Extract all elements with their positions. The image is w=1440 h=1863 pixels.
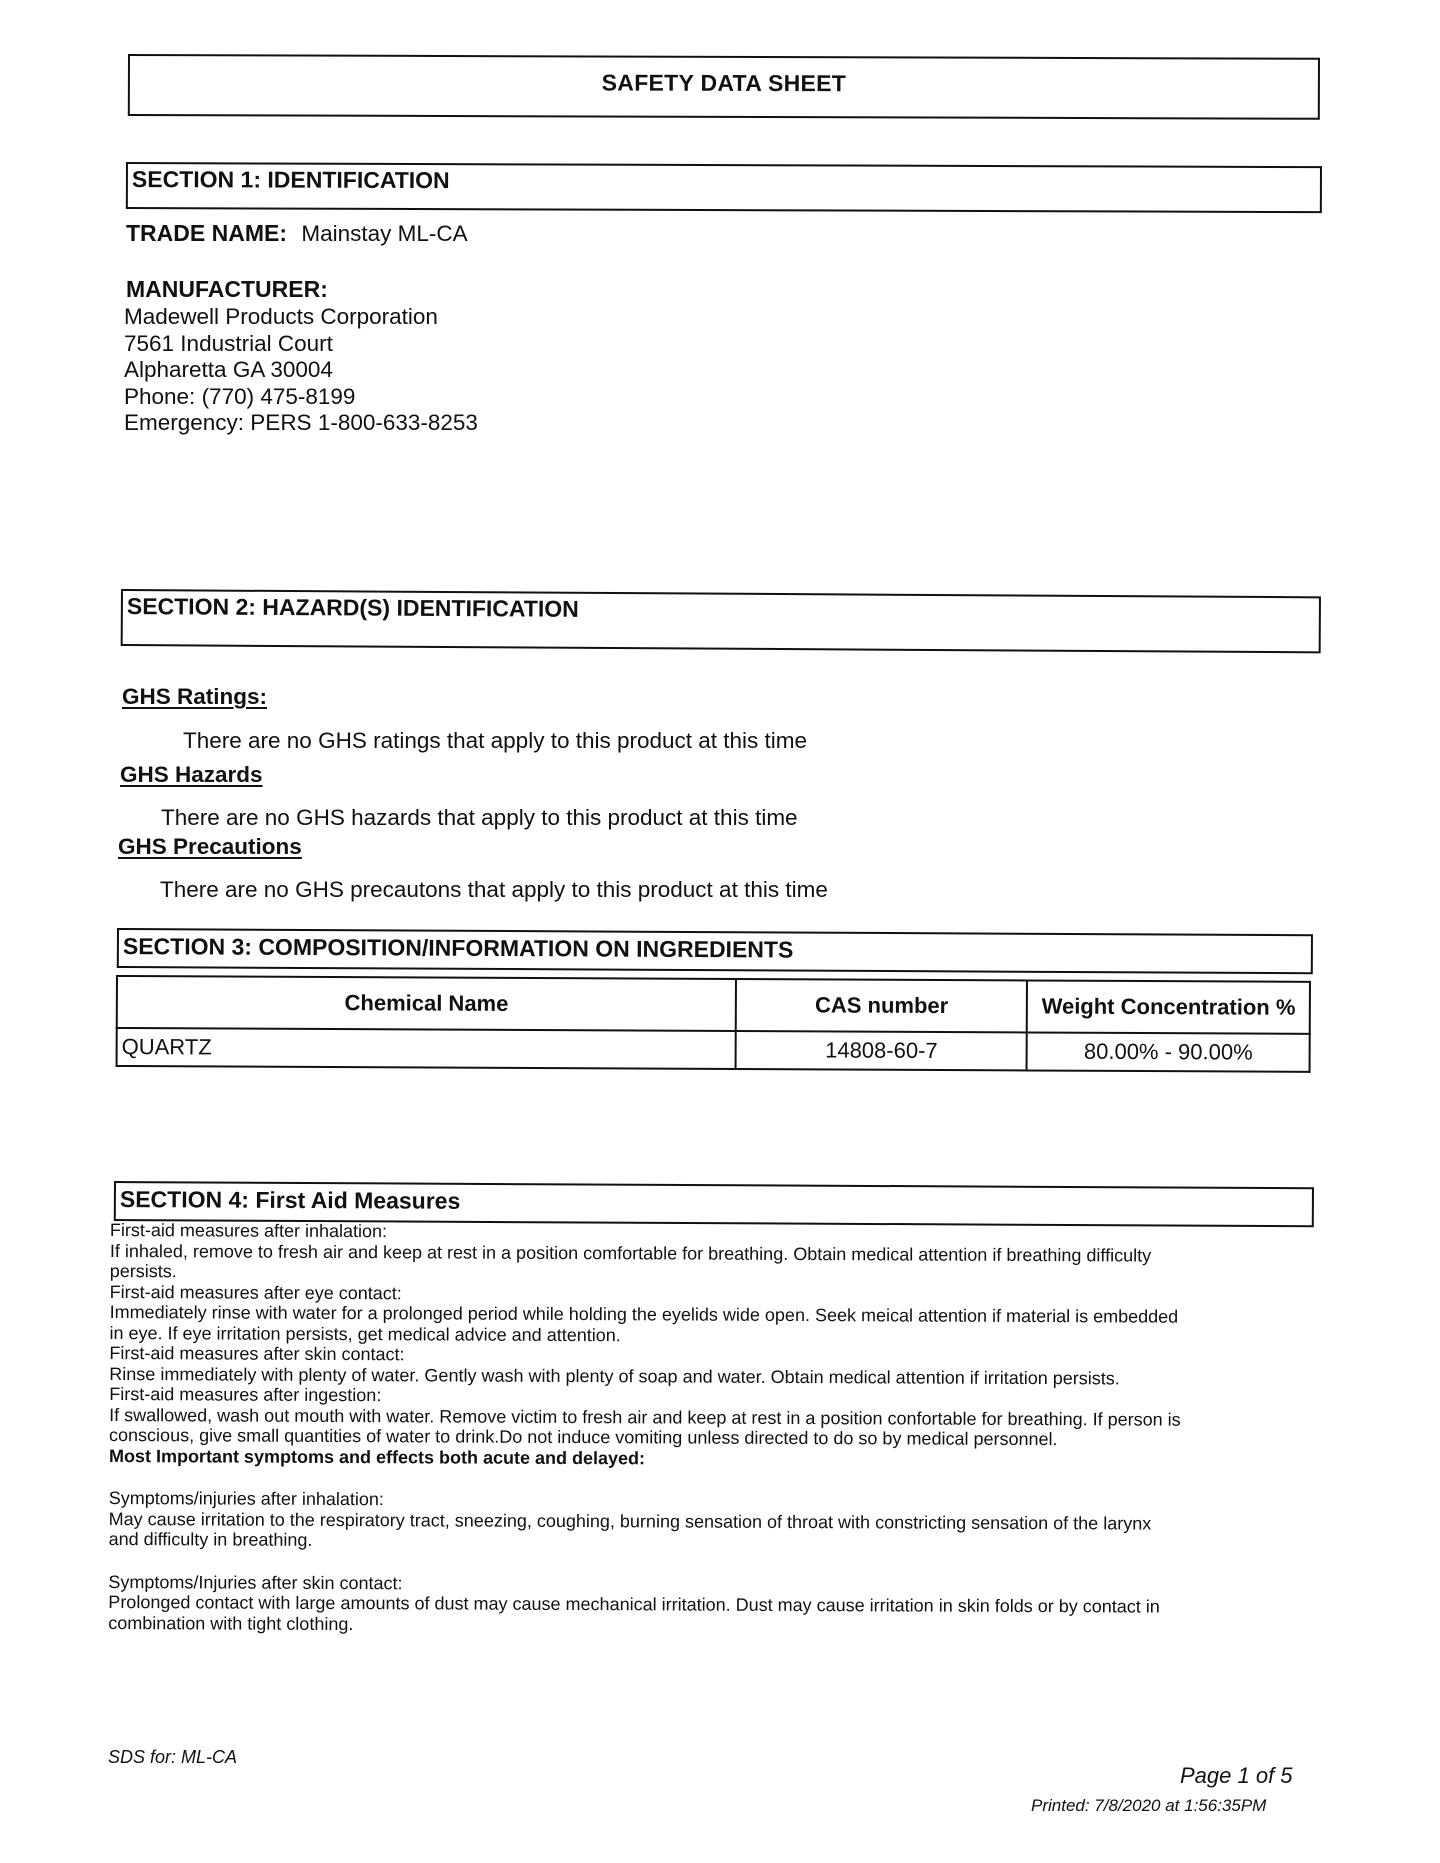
- footer-page-number: Page 1 of 5: [1180, 1763, 1293, 1788]
- symptoms-inhalation-line: May cause irritation to the respiratory tract, sneezing, coughing, burning sensation of throat with constricting sensation of the larynx: [108, 1508, 1152, 1534]
- section3-title: SECTION 3: COMPOSITION/INFORMATION ON INGREDIENTS: [122, 933, 794, 963]
- first-aid-line: Rinse immediately with plenty of water. Gently wash with plenty of soap and water. Obtain medical attention if irritation persists.: [109, 1363, 1120, 1388]
- ghs-ratings-heading: GHS Ratings:: [122, 684, 268, 709]
- table-header-row: [117, 976, 1310, 1034]
- first-aid-line: conscious, give small quantities of water to drink.Do not induce vomiting unless directed to do so by medical personnel.: [109, 1424, 1058, 1450]
- manufacturer-address: [124, 304, 478, 437]
- symptoms-inhalation-line: and difficulty in breathing.: [108, 1528, 313, 1550]
- ghs-precautions-text: There are no GHS precautons that apply to this product at this time: [160, 877, 828, 902]
- symptoms-inhalation-label: Symptoms/injuries after inhalation:: [108, 1487, 384, 1510]
- ghs-hazards-text: There are no GHS hazards that apply to this product at this time: [161, 805, 798, 830]
- column-header-weight-concentration: Weight Concentration %: [1027, 980, 1310, 1033]
- section2-title: SECTION 2: HAZARD(S) IDENTIFICATION: [126, 593, 579, 622]
- cell-weight-concentration: 80.00% - 90.00%: [1027, 1032, 1310, 1071]
- first-aid-line: persists.: [109, 1260, 177, 1282]
- first-aid-line: Immediately rinse with water for a prolonged period while holding the eyelids wide open. Seek meical attention if material is embedded: [109, 1301, 1179, 1327]
- first-aid-line: First-aid measures after inhalation:: [109, 1220, 388, 1242]
- section1-title: SECTION 1: IDENTIFICATION: [131, 166, 450, 194]
- table-row: [117, 1028, 1310, 1072]
- symptoms-skin-line: combination with tight clothing.: [108, 1612, 354, 1634]
- footer-sds-for: SDS for: ML-CA: [108, 1747, 238, 1767]
- trade-name-row: [126, 220, 468, 247]
- ghs-ratings-text: There are no GHS ratings that apply to this product at this time: [183, 728, 808, 753]
- manufacturer-line: Emergency: PERS 1-800-633-8253: [124, 410, 478, 435]
- footer-printed-date: Printed: 7/8/2020 at 1:56:35PM: [1031, 1796, 1267, 1815]
- symptoms-heading: Most Important symptoms and effects both acute and delayed:: [108, 1445, 646, 1468]
- section3-header: [117, 928, 1313, 974]
- ingredients-table: [116, 975, 1311, 1073]
- first-aid-line: First-aid measures after skin contact:: [109, 1342, 405, 1365]
- trade-name-value: Mainstay ML-CA: [301, 221, 468, 246]
- first-aid-line: If swallowed, wash out mouth with water. Remove victim to fresh air and keep at rest in a position confortable for breathing. If person is: [109, 1404, 1181, 1430]
- symptoms-skin-label: Symptoms/Injuries after skin contact:: [108, 1571, 403, 1593]
- column-header-chemical-name: Chemical Name: [117, 976, 736, 1031]
- trade-name-label: TRADE NAME:: [126, 220, 287, 246]
- manufacturer-line: Madewell Products Corporation: [124, 304, 438, 329]
- document-title: SAFETY DATA SHEET: [601, 69, 847, 97]
- manufacturer-line: Alpharetta GA 30004: [124, 357, 333, 382]
- first-aid-line: First-aid measures after ingestion:: [109, 1383, 382, 1406]
- first-aid-line: First-aid measures after eye contact:: [109, 1281, 402, 1303]
- cell-cas-number: 14808-60-7: [736, 1031, 1027, 1070]
- manufacturer-line: Phone: (770) 475-8199: [124, 383, 356, 409]
- manufacturer-label: MANUFACTURER:: [126, 276, 328, 302]
- first-aid-line: in eye. If eye irritation persists, get medical advice and attention.: [109, 1322, 621, 1345]
- document-title-box: [128, 54, 1320, 120]
- manufacturer-line: 7561 Industrial Court: [124, 330, 333, 356]
- column-header-cas-number: CAS number: [736, 979, 1027, 1032]
- first-aid-body: [108, 1220, 1320, 1638]
- section1-header: [126, 162, 1322, 213]
- ghs-hazards-heading: GHS Hazards: [120, 762, 263, 787]
- ghs-precautions-heading: GHS Precautions: [118, 834, 302, 859]
- first-aid-line: If inhaled, remove to fresh air and keep at rest in a position comfortable for breathing. Obtain medical attention if breathing difficulty: [109, 1240, 1152, 1266]
- section4-title: SECTION 4: First Aid Measures: [119, 1186, 461, 1214]
- section2-header: [121, 589, 1321, 653]
- symptoms-skin-line: Prolonged contact with large amounts of dust may cause mechanical irritation. Dust may cause irritation in skin folds or by contact in: [108, 1591, 1160, 1617]
- cell-chemical-name: QUARTZ: [117, 1028, 736, 1069]
